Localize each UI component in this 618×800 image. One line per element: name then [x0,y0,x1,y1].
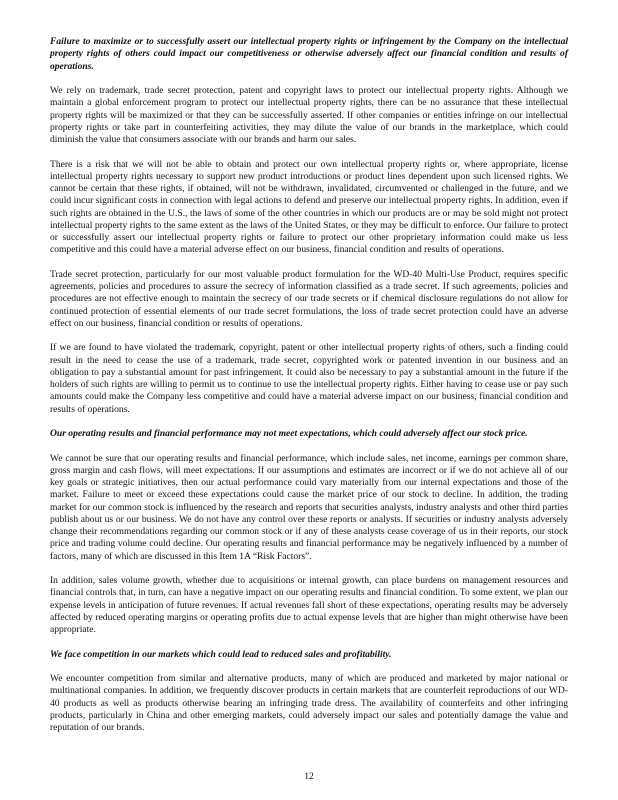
paragraph: If we are found to have violated the trademark, copyright, patent or other intellectual property rights of others, such a finding could result in the need to cease the use of a trademark, trade secret, copyrighted work or patented invention in our business and an obligation to pay a substantial amount for past infringement. It could also be necessary to pay a substantial amount in the future if the holders of such rights are willing to permit us to continue to use the intellectual property rights. Either having to cease use or pay such amounts could make the Company less competitive and could have a material adverse impact on our business, financial condition and results of operations. [50,342,568,415]
paragraph: We cannot be sure that our operating results and financial performance, which include sales, net income, earnings per common share, gross margin and cash flows, will meet expectations. If our assumptions and estimates are incorrect or if we do not achieve all of our key goals or strategic initiatives, then our actual performance could vary materially from our internal expectations and those of the market. Failure to meet or exceed these expectations could cause the market price of our stock to decline. In addition, the trading market for our common stock is influenced by the research and reports that securities analysts, industry analysts and other third parties publish about us or our business. We do not have any control over these reports or analysts. If securities or industry analysts adversely change their recommendations regarding our common stock or if any of these analysts cease coverage of us in their reports, our stock price and trading volume could decline. Our operating results and financial performance may be negatively influenced by a number of factors, many of which are discussed in this Item 1A “Risk Factors”. [50,452,568,562]
paragraph: We rely on trademark, trade secret protection, patent and copyright laws to protect our intellectual property rights. Although we maintain a global enforcement program to protect our intellectual property rights, there can be no assurance that these intellectual property rights will be maximized or that they can be successfully asserted. If other companies or entities infringe on our intellectual property rights or take part in counterfeiting activities, they may dilute the value of our brands in the marketplace, which could diminish the value that consumers associate with our brands and harm our sales. [50,85,568,145]
section-heading-competition: We face competition in our markets which could lead to reduced sales and profitability. [50,648,392,660]
paragraph: Trade secret protection, particularly for our most valuable product formulation for the WD-40 Multi-Use Product, requires specific agreements, policies and procedures to assure the secrecy of information classified as a trade secret. If such agreements, policies and procedures are not effective enough to maintain the secrecy of our trade secrets or if chemical disclosure regulations do not allow for continued protection of essential elements of our trade secret formulations, the loss of trade secret protection could have an adverse effect on our business, financial condition or results of operations. [50,268,568,329]
paragraph: In addition, sales volume growth, whether due to acquisitions or internal growth, can place burdens on management resources and financial controls that, in turn, can have a negative impact on our operating results and financial condition. To some extent, we plan our expense levels in anticipation of future revenues. If actual revenues fall short of these expectations, operating results may be adversely affected by reduced operating margins or operating profits due to actual expense levels that are higher than might otherwise have been appropriate. [50,575,568,635]
paragraph: We encounter competition from similar and alternative products, many of which are produced and marketed by major national or multinational companies. In addition, we frequently discover products in certain markets that are counterfeit reproductions of our WD-40 products as well as products otherwise bearing an infringing trade dress. The availability of counterfeits and other infringing products, particularly in China and other emerging markets, could adversely impact our sales and potentially damage the value and reputation of our brands. [50,673,568,733]
section-heading-operating-results: Our operating results and financial performance may not meet expectations, which could adversely affect our stock price. [50,428,528,439]
page-number: 12 [304,771,314,782]
section-heading-ip: Failure to maximize or to successfully assert our intellectual property rights or infringement by the Company on the intellectual property rights of others could impact our competitiveness or otherwise adversely affect our financial condition and results of operations. [50,36,568,72]
spacer [50,747,568,772]
paragraph: There is a risk that we will not be able to obtain and protect our own intellectual property rights or, where appropriate, license intellectual property rights necessary to support new product introductions or product lines dependent upon such licensed rights. We cannot be certain that these rights, if obtained, will not be withdrawn, invalidated, circumvented or challenged in the future, and we could incur significant costs in connection with legal actions to defend and preserve our intellectual property rights. In addition, even if such rights are obtained in the U.S., the laws of some of the other countries in which our products are or may be sold might not protect intellectual property rights to the same extent as the laws of the United States, or they may be difficult to enforce. Our failure to protect or successfully assert our intellectual property rights or failure to protect our other proprietary information could make us less competitive and this could have a material adverse effect on our business, financial condition and results of operations. [50,158,568,256]
